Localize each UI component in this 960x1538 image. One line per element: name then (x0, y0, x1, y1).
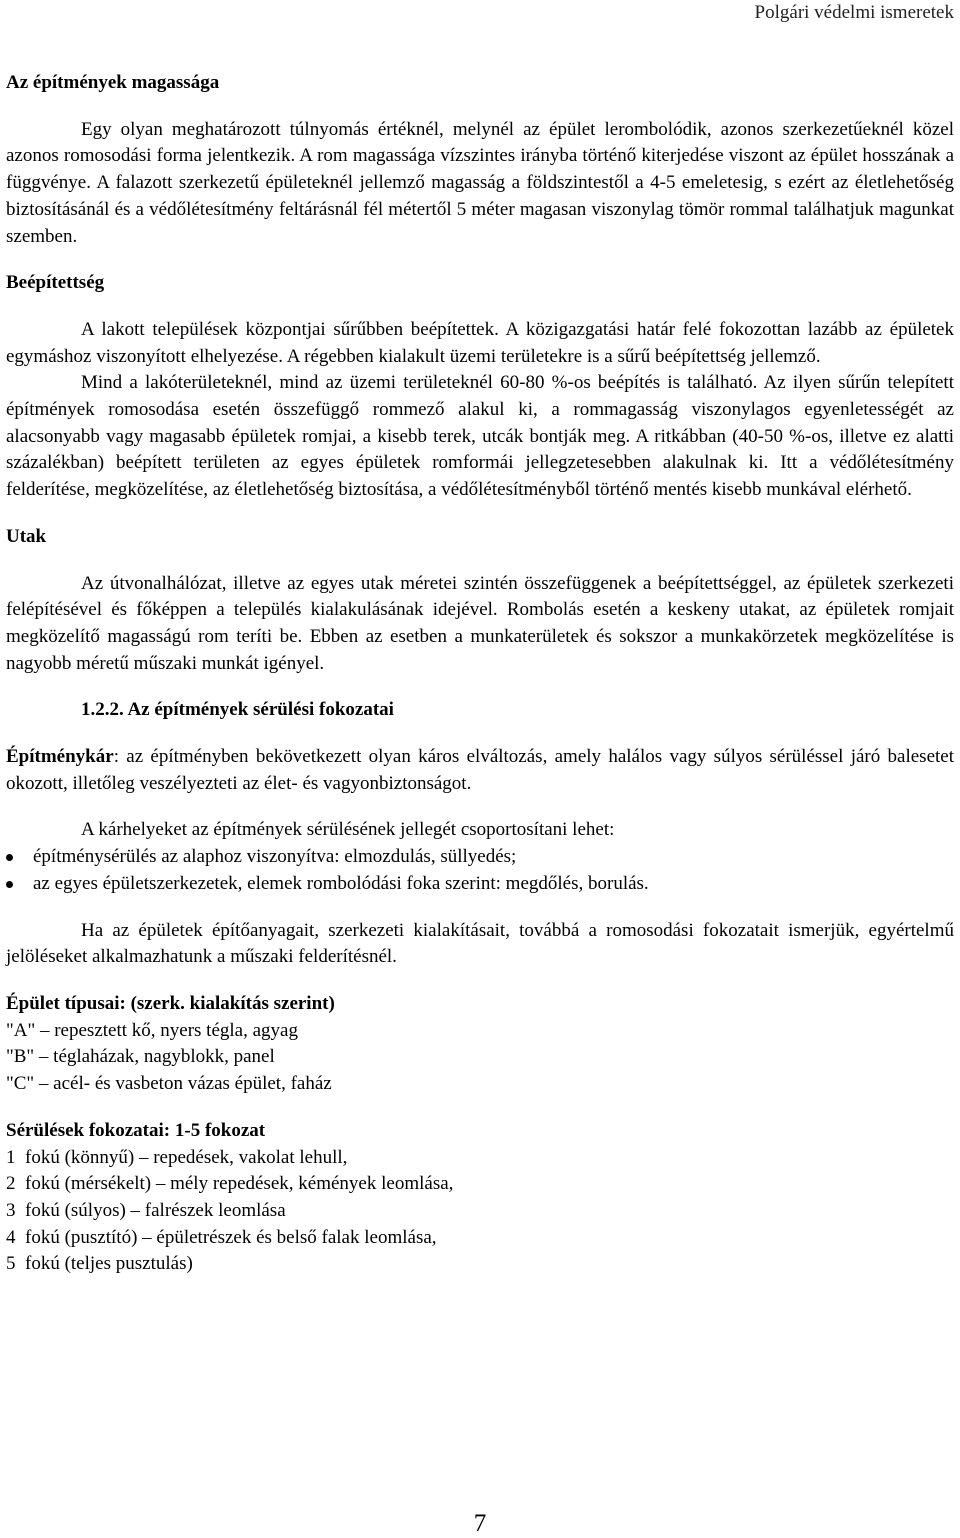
list-item-text: építménysérülés az alaphoz viszonyítva: elmozdulás, süllyedés; (33, 846, 517, 868)
damage-grouping-intro: A kárhelyeket az építmények sérülésének jellegét csoportosítani lehet: (81, 819, 615, 841)
section-heading-damage-levels (6, 697, 954, 724)
building-type-c: "C" – acél- és vasbeton vázas épület, faház (6, 1073, 332, 1095)
damage-level-2: 2 fokú (mérsékelt) – mély repedések, kémények leomlása, (6, 1173, 454, 1195)
paragraph-density-1: A lakott települések központjai sűrűbben beépítettek. A közigazgatási határ felé fokozottan lazább az épületek egymáshoz viszonyított elhelyezése. A régebben kialakult üzemi területekre is a sűrű beépítettség jellemző. (6, 318, 954, 367)
section-title-density: Beépítettség (6, 272, 105, 294)
damage-level-5: 5 fokú (teljes pusztulás) (6, 1253, 193, 1275)
damage-grouping-list (6, 844, 954, 897)
damage-level-4: 4 fokú (pusztító) – épületrészek és belső falak leomlása, (6, 1226, 437, 1248)
bullet-icon (6, 881, 13, 888)
list-item (6, 844, 954, 871)
damage-levels-title: Sérülések fokozatai: 1-5 fokozat (6, 1119, 266, 1141)
bullet-icon (6, 854, 13, 861)
running-header: Polgári védelmi ismeretek (754, 2, 954, 23)
building-types-title: Épület típusai: (szerk. kialakítás szerint) (6, 992, 335, 1014)
section-title-roads: Utak (6, 525, 47, 547)
damage-level-3: 3 fokú (súlyos) – falrészek leomlása (6, 1199, 286, 1221)
paragraph-building-height: Egy olyan meghatározott túlnyomás értéknél, melynél az épület lerombolódik, azonos szerkezetűeknél közel azonos romosodási forma jelentkezik. A rom magassága vízszintes irányba történő kiterjedése viszont az épület hosszának a függvénye. A falazott szerkezetű épületeknél jellemző magasság a földszintestől a 4-5 emeletesig, s ezért az életlehetőség biztosításánál és a védőlétesítmény feltárásnál fél métertől 5 méter magasan viszonylag tömör rommal találhatjuk magunkat szemben. (6, 118, 954, 247)
page-content (6, 70, 954, 1278)
section-title-building-height: Az építmények magassága (6, 72, 220, 93)
definition-term: Építménykár (6, 746, 114, 768)
building-type-b: "B" – téglaházak, nagyblokk, panel (6, 1046, 275, 1068)
list-item-text: az egyes épületszerkezetek, elemek rombolódási foka szerint: megdőlés, borulás. (33, 872, 649, 894)
paragraph-roads: Az útvonalhálózat, illetve az egyes utak méretei szintén összefüggenek a beépítettséggel, az épületek szerkezeti felépítésével és főképpen a település kialakulásának idejével. Rombolás esetén a keskeny utakat, az épületek romjait megközelítő magasságú rom teríti be. Ebben az esetben a munkaterületek és sokszor a munkakörzetek megközelítése is nagyobb méretű műszaki munkát igényel. (6, 572, 954, 674)
paragraph-marking: Ha az épületek építőanyagait, szerkezeti kialakításait, továbbá a romosodási fokozatait ismerjük, egyértelmű jelöléseket alkalmazhatunk a műszaki felderítésnél. (6, 919, 954, 968)
definition-paragraph (6, 744, 954, 797)
section-number: 1.2.2. (81, 699, 124, 721)
paragraph-density-2: Mind a lakóterületeknél, mind az üzemi területeknél 60-80 %-os beépítés is található. Az ilyen sűrűn telepített építmények romosodása esetén összefüggő rommező alakul ki, a rommagasság viszonylagos egyenletességét az alacsonyabb vagy magasabb épületek romjai, a kisebb terek, utcák bontják meg. A ritkábban (40-50 %-os, illetve ez alatti százalékban) beépített területen az egyes épületek romformái jellegzetesebben alakulnak ki. Itt a védőlétesítmény felderítése, megközelítése, az életlehetőség biztosítása, a védőlétesítményből történő mentés kisebb munkával elérhető. (6, 372, 954, 501)
section-title: Az építmények sérülési fokozatai (127, 699, 394, 721)
list-item (6, 871, 954, 898)
damage-level-1: 1 fokú (könnyű) – repedések, vakolat lehull, (6, 1146, 348, 1168)
building-type-a: "A" – repesztett kő, nyers tégla, agyag (6, 1019, 298, 1041)
page-number: 7 (473, 1510, 487, 1537)
definition-text: : az építményben bekövetkezett olyan káros elváltozás, amely halálos vagy súlyos sérüléssel járó balesetet okozott, illetőleg veszélyezteti az élet- és vagyonbiztonságot. (6, 746, 954, 794)
